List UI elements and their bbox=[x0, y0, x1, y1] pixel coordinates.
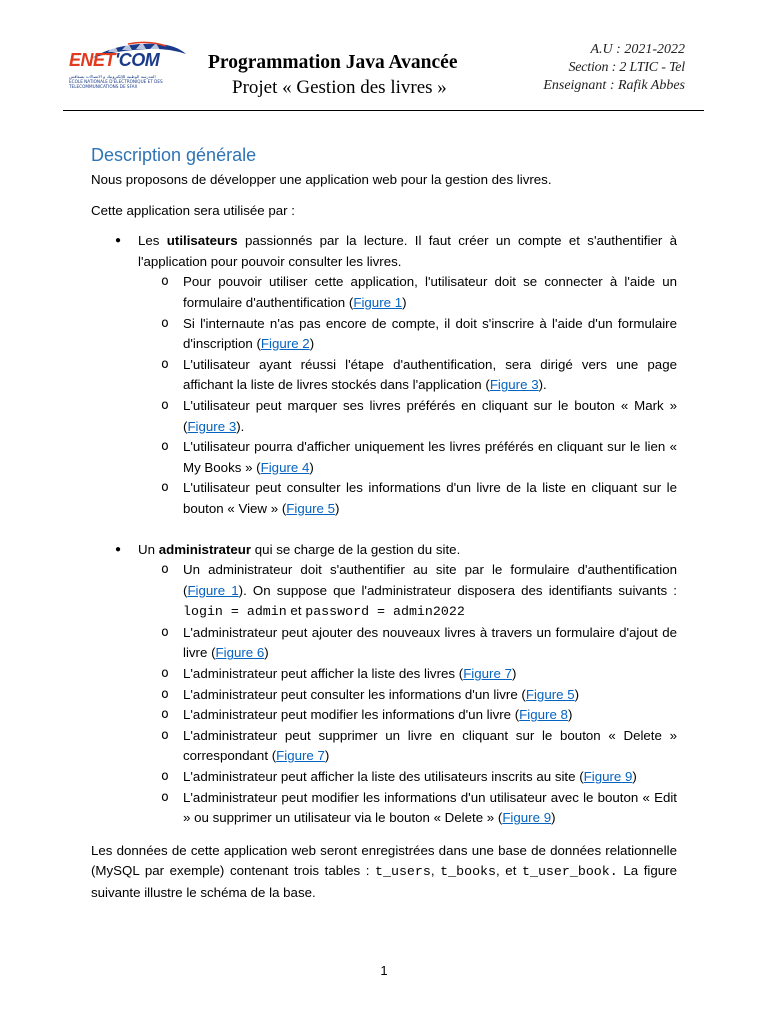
intro-paragraph: Nous proposons de développer une application web pour la gestion des livres. bbox=[91, 172, 552, 187]
list-item: o L'utilisateur peut marquer ses livres préférés en cliquant sur le bouton « Mark » (Figure 3). bbox=[161, 397, 677, 434]
list-item: o L'administrateur peut afficher la liste des livres (Figure 7) bbox=[183, 664, 677, 685]
header-divider bbox=[63, 110, 704, 111]
circle-bullet-icon: o bbox=[161, 769, 169, 785]
figure-link[interactable]: Figure 4 bbox=[260, 459, 310, 475]
table-name: t_user_book. bbox=[521, 864, 618, 880]
list-item: o L'administrateur peut afficher la liste des utilisateurs inscrits au site (Figure 9) bbox=[183, 767, 677, 788]
admin-bullet bbox=[91, 540, 677, 829]
users-sublist bbox=[138, 272, 677, 519]
table-name: t_books bbox=[440, 864, 497, 880]
document-body bbox=[91, 142, 677, 904]
list-gap bbox=[91, 520, 677, 540]
used-by-paragraph: Cette application sera utilisée par : bbox=[91, 202, 295, 218]
teacher-info: Enseignant : Rafik Abbes bbox=[543, 78, 685, 93]
list-item: o L'administrateur peut consulter les informations d'un livre (Figure 5) bbox=[183, 685, 677, 706]
section-title: Description générale bbox=[91, 145, 257, 165]
list-item: o L'utilisateur ayant réussi l'étape d'authentification, sera dirigé vers une page affichant la liste de livres stockés dans l'application (Figure 3). bbox=[161, 356, 677, 393]
list-item: o Un administrateur doit s'authentifier au site par le formulaire d'authentification (Figure 1). On suppose que l'administrateur disposera des identifiants suivants : login = admin et password = admin2022 bbox=[161, 562, 677, 620]
circle-bullet-icon: o bbox=[161, 666, 169, 682]
document-subtitle: Projet « Gestion des livres » bbox=[232, 77, 447, 98]
section-info: Section : 2 LTIC - Tel bbox=[568, 60, 685, 75]
bullet-icon: ● bbox=[115, 543, 122, 555]
list-item: o L'utilisateur pourra d'afficher uniquement les livres préférés en cliquant sur le lien « My Books » (Figure 4) bbox=[161, 439, 677, 475]
list-item: o Si l'internaute n'as pas encore de compte, il doit s'inscrire à l'aide d'un formulaire d'inscription (Figure 2) bbox=[161, 315, 677, 352]
circle-bullet-icon: o bbox=[161, 274, 169, 290]
logo-wordmark: ENET'COM bbox=[69, 50, 160, 70]
table-name: t_users bbox=[375, 864, 431, 880]
circle-bullet-icon: o bbox=[161, 356, 169, 372]
figure-link[interactable]: Figure 5 bbox=[286, 500, 336, 516]
bullet-icon: ● bbox=[115, 235, 122, 247]
circle-bullet-icon: o bbox=[161, 562, 169, 578]
list-item: o L'administrateur peut modifier les informations d'un utilisateur avec le bouton « Edit » ou supprimer un utilisateur via le bouton « Delete » (Figure 9) bbox=[161, 789, 677, 826]
course-info bbox=[543, 41, 685, 95]
page-number: 1 bbox=[380, 963, 388, 978]
figure-link[interactable]: Figure 9 bbox=[502, 810, 552, 826]
figure-link[interactable]: Figure 6 bbox=[215, 645, 265, 661]
figure-link[interactable]: Figure 9 bbox=[583, 769, 633, 785]
document-title: Programmation Java Avancée bbox=[208, 52, 458, 73]
circle-bullet-icon: o bbox=[161, 480, 169, 496]
list-item: o L'administrateur peut supprimer un livre en cliquant sur le bouton « Delete » correspondant (Figure 7) bbox=[161, 727, 677, 764]
logo-school-name: المدرسة الوطنية للإلكترونيك و الاتصالات بصفاقس ECOLE NATIONALE D'ELECTRONIQUE ET DES TELECOMMUNICATIONS DE SFAX bbox=[69, 74, 163, 90]
circle-bullet-icon: o bbox=[161, 624, 169, 640]
users-bullet bbox=[91, 231, 677, 519]
figure-link[interactable]: Figure 1 bbox=[187, 582, 239, 598]
figure-link[interactable]: Figure 7 bbox=[276, 748, 325, 764]
figure-link[interactable]: Figure 1 bbox=[353, 294, 403, 310]
actor-list bbox=[91, 231, 677, 829]
figure-link[interactable]: Figure 8 bbox=[519, 707, 568, 723]
circle-bullet-icon: o bbox=[161, 727, 169, 743]
circle-bullet-icon: o bbox=[161, 707, 169, 723]
admin-description: Un administrateur qui se charge de la gestion du site. bbox=[138, 541, 461, 557]
closing-paragraph: Les données de cette application web seront enregistrées dans une base de données relationnelle (MySQL par exemple) contenant trois tables : t_users, t_books, et t_user_book. La figure suivante illustre le schéma de la base. bbox=[91, 842, 677, 900]
circle-bullet-icon: o bbox=[161, 397, 169, 413]
figure-link[interactable]: Figure 3 bbox=[187, 418, 237, 434]
enetcom-logo bbox=[58, 40, 193, 100]
circle-bullet-icon: o bbox=[161, 439, 169, 455]
list-item: o L'administrateur peut ajouter des nouveaux livres à travers un formulaire d'ajout de livre (Figure 6) bbox=[161, 624, 677, 661]
list-item: o L'utilisateur peut consulter les informations d'un livre de la liste en cliquant sur le bouton « View » (Figure 5) bbox=[161, 480, 677, 516]
academic-year: A.U : 2021-2022 bbox=[590, 42, 685, 57]
figure-link[interactable]: Figure 7 bbox=[463, 666, 512, 682]
figure-link[interactable]: Figure 3 bbox=[489, 377, 539, 393]
figure-link[interactable]: Figure 5 bbox=[525, 686, 575, 702]
password-code: password = admin2022 bbox=[305, 604, 465, 620]
figure-link[interactable]: Figure 2 bbox=[260, 336, 310, 352]
circle-bullet-icon: o bbox=[161, 315, 169, 331]
circle-bullet-icon: o bbox=[161, 789, 169, 805]
list-item: o L'administrateur peut modifier les informations d'un livre (Figure 8) bbox=[183, 705, 677, 726]
list-item: o Pour pouvoir utiliser cette application, l'utilisateur doit se connecter à l'aide un formulaire d'authentification (Figure 1) bbox=[161, 274, 677, 310]
users-description: Les utilisateurs passionnés par la lecture. Il faut créer un compte et s'authentifier à l'application pour pouvoir consulter les livres. bbox=[138, 233, 677, 269]
login-code: login = admin bbox=[183, 604, 287, 620]
admin-sublist bbox=[138, 560, 677, 829]
page-header bbox=[0, 0, 768, 112]
circle-bullet-icon: o bbox=[161, 686, 169, 702]
